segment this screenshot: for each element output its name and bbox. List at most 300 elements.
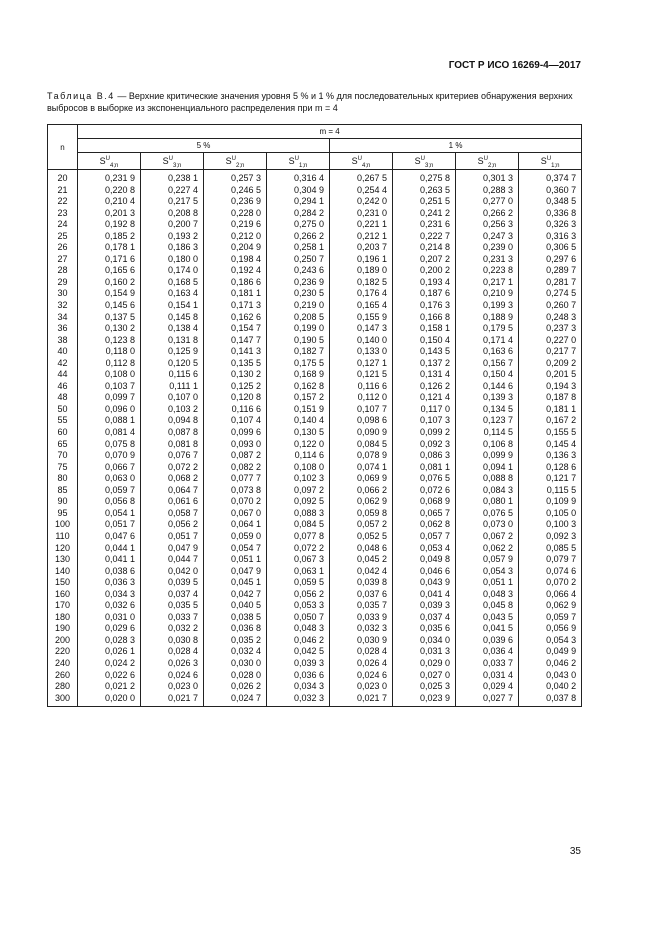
value-cell: 0,238 1: [141, 170, 204, 185]
table-row: [48, 496, 582, 508]
table-body: [48, 170, 582, 707]
value-cell: 0,064 7: [141, 485, 204, 497]
value-cell: 0,077 7: [204, 473, 267, 485]
column-symbol-header: [141, 153, 204, 170]
n-cell: 130: [48, 554, 78, 566]
value-cell: 0,223 8: [456, 265, 519, 277]
symbol-subscript: 3;n: [173, 162, 182, 169]
table-row: [48, 566, 582, 578]
n-cell: 75: [48, 462, 78, 474]
n-cell: 40: [48, 346, 78, 358]
value-cell: 0,051 1: [204, 554, 267, 566]
value-cell: 0,040 2: [519, 681, 582, 693]
table-row: [48, 508, 582, 520]
value-cell: 0,021 2: [78, 681, 141, 693]
value-cell: 0,304 9: [267, 185, 330, 197]
symbol-superscript: U: [546, 156, 552, 162]
value-cell: 0,035 6: [393, 623, 456, 635]
value-cell: 0,150 4: [393, 335, 456, 347]
value-cell: 0,187 8: [519, 392, 582, 404]
value-cell: 0,227 4: [141, 185, 204, 197]
value-cell: 0,063 0: [78, 473, 141, 485]
value-cell: 0,336 8: [519, 208, 582, 220]
value-cell: 0,194 3: [519, 381, 582, 393]
value-cell: 0,116 6: [330, 381, 393, 393]
value-cell: 0,139 3: [456, 392, 519, 404]
value-cell: 0,219 6: [204, 219, 267, 231]
value-cell: 0,052 5: [330, 531, 393, 543]
value-cell: 0,151 9: [267, 404, 330, 416]
value-cell: 0,187 6: [393, 288, 456, 300]
table-row: [48, 300, 582, 312]
value-cell: 0,067 0: [204, 508, 267, 520]
value-cell: 0,237 3: [519, 323, 582, 335]
value-cell: 0,067 2: [456, 531, 519, 543]
value-cell: 0,168 9: [267, 369, 330, 381]
m-header: m = 4: [78, 125, 582, 139]
value-cell: 0,024 2: [78, 658, 141, 670]
n-cell: 23: [48, 208, 78, 220]
table-row: [48, 358, 582, 370]
value-cell: 0,027 7: [456, 693, 519, 707]
value-cell: 0,143 5: [393, 346, 456, 358]
value-cell: 0,217 7: [519, 346, 582, 358]
symbol-superscript: U: [105, 156, 110, 162]
value-cell: 0,043 0: [519, 670, 582, 682]
value-cell: 0,087 2: [204, 450, 267, 462]
value-cell: 0,068 9: [393, 496, 456, 508]
n-cell: 80: [48, 473, 78, 485]
n-cell: 240: [48, 658, 78, 670]
column-symbol-header: [330, 153, 393, 170]
value-cell: 0,114 5: [456, 427, 519, 439]
value-cell: 0,074 1: [330, 462, 393, 474]
symbol-superscript: U: [357, 156, 362, 162]
value-cell: 0,099 2: [393, 427, 456, 439]
value-cell: 0,137 5: [78, 312, 141, 324]
value-cell: 0,029 0: [393, 658, 456, 670]
symbol-subscript: 4;n: [110, 162, 119, 169]
value-cell: 0,115 5: [519, 485, 582, 497]
n-cell: 120: [48, 543, 78, 555]
value-cell: 0,081 1: [393, 462, 456, 474]
value-cell: 0,046 6: [393, 566, 456, 578]
value-cell: 0,035 2: [204, 635, 267, 647]
table-row: [48, 635, 582, 647]
table-row: [48, 265, 582, 277]
value-cell: 0,066 4: [519, 589, 582, 601]
n-cell: 60: [48, 427, 78, 439]
value-cell: 0,281 7: [519, 277, 582, 289]
value-cell: 0,036 6: [267, 670, 330, 682]
value-cell: 0,059 7: [78, 485, 141, 497]
value-cell: 0,210 9: [456, 288, 519, 300]
table-row: [48, 288, 582, 300]
n-cell: 90: [48, 496, 78, 508]
table-row: [48, 196, 582, 208]
table-row: [48, 658, 582, 670]
value-cell: 0,231 6: [393, 219, 456, 231]
value-cell: 0,294 1: [267, 196, 330, 208]
value-cell: 0,046 2: [519, 658, 582, 670]
symbol-subscript: 3;n: [425, 162, 434, 169]
value-cell: 0,136 3: [519, 450, 582, 462]
value-cell: 0,074 6: [519, 566, 582, 578]
value-cell: 0,031 4: [456, 670, 519, 682]
value-cell: 0,147 7: [204, 335, 267, 347]
value-cell: 0,178 1: [78, 242, 141, 254]
value-cell: 0,045 1: [204, 577, 267, 589]
table-row: [48, 681, 582, 693]
table-row: [48, 439, 582, 451]
value-cell: 0,027 0: [393, 670, 456, 682]
n-cell: 36: [48, 323, 78, 335]
value-cell: 0,032 4: [204, 646, 267, 658]
symbol-superscript: U: [420, 156, 425, 162]
value-cell: 0,081 4: [78, 427, 141, 439]
value-cell: 0,121 5: [330, 369, 393, 381]
value-cell: 0,128 6: [519, 462, 582, 474]
value-cell: 0,175 5: [267, 358, 330, 370]
value-cell: 0,162 6: [204, 312, 267, 324]
value-cell: 0,084 5: [330, 439, 393, 451]
value-cell: 0,094 8: [141, 415, 204, 427]
symbol-base: S: [414, 156, 421, 166]
value-cell: 0,044 7: [141, 554, 204, 566]
table-row: [48, 543, 582, 555]
n-cell: 32: [48, 300, 78, 312]
value-cell: 0,275 8: [393, 170, 456, 185]
symbol-subscript: 1;n: [551, 162, 560, 169]
value-cell: 0,125 9: [141, 346, 204, 358]
value-cell: 0,069 9: [330, 473, 393, 485]
value-cell: 0,250 7: [267, 254, 330, 266]
value-cell: 0,121 7: [519, 473, 582, 485]
n-cell: 65: [48, 439, 78, 451]
value-cell: 0,208 5: [267, 312, 330, 324]
value-cell: 0,220 8: [78, 185, 141, 197]
value-cell: 0,121 4: [393, 392, 456, 404]
table-row: [48, 208, 582, 220]
value-cell: 0,130 5: [267, 427, 330, 439]
value-cell: 0,138 4: [141, 323, 204, 335]
value-cell: 0,090 9: [330, 427, 393, 439]
value-cell: 0,157 2: [267, 392, 330, 404]
value-cell: 0,162 8: [267, 381, 330, 393]
value-cell: 0,059 0: [204, 531, 267, 543]
value-cell: 0,188 9: [456, 312, 519, 324]
value-cell: 0,251 5: [393, 196, 456, 208]
value-cell: 0,038 5: [204, 612, 267, 624]
value-cell: 0,123 7: [456, 415, 519, 427]
table-row: [48, 312, 582, 324]
value-cell: 0,131 4: [393, 369, 456, 381]
value-cell: 0,043 5: [456, 612, 519, 624]
value-cell: 0,036 4: [456, 646, 519, 658]
value-cell: 0,042 0: [141, 566, 204, 578]
value-cell: 0,024 6: [141, 670, 204, 682]
table-row: [48, 462, 582, 474]
value-cell: 0,043 9: [393, 577, 456, 589]
table-row: [48, 612, 582, 624]
symbol-subscript: 2;n: [236, 162, 245, 169]
table-row: [48, 577, 582, 589]
standard-header: ГОСТ Р ИСО 16269-4—2017: [448, 60, 581, 71]
value-cell: 0,066 7: [78, 462, 141, 474]
value-cell: 0,088 3: [267, 508, 330, 520]
n-cell: 29: [48, 277, 78, 289]
value-cell: 0,076 5: [393, 473, 456, 485]
table-row: [48, 646, 582, 658]
symbol-base: S: [99, 156, 106, 166]
value-cell: 0,038 6: [78, 566, 141, 578]
value-cell: 0,067 3: [267, 554, 330, 566]
n-cell: 140: [48, 566, 78, 578]
value-cell: 0,212 1: [330, 231, 393, 243]
value-cell: 0,180 0: [141, 254, 204, 266]
value-cell: 0,047 9: [141, 543, 204, 555]
n-cell: 30: [48, 288, 78, 300]
value-cell: 0,107 4: [204, 415, 267, 427]
value-cell: 0,053 3: [267, 600, 330, 612]
value-cell: 0,062 9: [519, 600, 582, 612]
value-cell: 0,100 3: [519, 519, 582, 531]
value-cell: 0,086 3: [393, 450, 456, 462]
symbol-base: S: [288, 156, 295, 166]
value-cell: 0,030 8: [141, 635, 204, 647]
n-cell: 46: [48, 381, 78, 393]
value-cell: 0,037 8: [519, 693, 582, 707]
n-cell: 42: [48, 358, 78, 370]
value-cell: 0,078 9: [330, 450, 393, 462]
table-row: [48, 381, 582, 393]
value-cell: 0,099 9: [456, 450, 519, 462]
value-cell: 0,022 6: [78, 670, 141, 682]
value-cell: 0,163 4: [141, 288, 204, 300]
value-cell: 0,274 5: [519, 288, 582, 300]
value-cell: 0,031 3: [393, 646, 456, 658]
value-cell: 0,103 2: [141, 404, 204, 416]
value-cell: 0,087 8: [141, 427, 204, 439]
value-cell: 0,021 7: [141, 693, 204, 707]
n-column-header: n: [48, 125, 78, 170]
value-cell: 0,058 7: [141, 508, 204, 520]
value-cell: 0,088 1: [78, 415, 141, 427]
value-cell: 0,163 6: [456, 346, 519, 358]
n-cell: 85: [48, 485, 78, 497]
value-cell: 0,045 8: [456, 600, 519, 612]
page-number: 35: [569, 846, 581, 857]
value-cell: 0,039 3: [267, 658, 330, 670]
table-row: [48, 254, 582, 266]
value-cell: 0,154 7: [204, 323, 267, 335]
value-cell: 0,140 0: [330, 335, 393, 347]
value-cell: 0,042 7: [204, 589, 267, 601]
value-cell: 0,098 6: [330, 415, 393, 427]
value-cell: 0,131 8: [141, 335, 204, 347]
value-cell: 0,075 8: [78, 439, 141, 451]
value-cell: 0,116 6: [204, 404, 267, 416]
n-cell: 20: [48, 170, 78, 185]
value-cell: 0,099 7: [78, 392, 141, 404]
value-cell: 0,035 5: [141, 600, 204, 612]
value-cell: 0,028 0: [204, 670, 267, 682]
value-cell: 0,039 8: [330, 577, 393, 589]
value-cell: 0,029 6: [78, 623, 141, 635]
value-cell: 0,030 0: [204, 658, 267, 670]
value-cell: 0,145 8: [141, 312, 204, 324]
value-cell: 0,246 5: [204, 185, 267, 197]
n-cell: 48: [48, 392, 78, 404]
n-cell: 160: [48, 589, 78, 601]
n-cell: 27: [48, 254, 78, 266]
n-cell: 280: [48, 681, 78, 693]
value-cell: 0,168 5: [141, 277, 204, 289]
value-cell: 0,181 1: [519, 404, 582, 416]
value-cell: 0,176 3: [393, 300, 456, 312]
level-1-header: 1 %: [330, 139, 582, 153]
value-cell: 0,193 2: [141, 231, 204, 243]
value-cell: 0,120 5: [141, 358, 204, 370]
value-cell: 0,036 3: [78, 577, 141, 589]
value-cell: 0,037 4: [141, 589, 204, 601]
value-cell: 0,155 5: [519, 427, 582, 439]
value-cell: 0,062 9: [330, 496, 393, 508]
n-cell: 170: [48, 600, 78, 612]
n-cell: 70: [48, 450, 78, 462]
value-cell: 0,126 2: [393, 381, 456, 393]
value-cell: 0,041 4: [393, 589, 456, 601]
value-cell: 0,228 0: [204, 208, 267, 220]
value-cell: 0,199 0: [267, 323, 330, 335]
value-cell: 0,248 3: [519, 312, 582, 324]
value-cell: 0,222 7: [393, 231, 456, 243]
value-cell: 0,073 8: [204, 485, 267, 497]
value-cell: 0,145 6: [78, 300, 141, 312]
value-cell: 0,049 8: [393, 554, 456, 566]
value-cell: 0,029 4: [456, 681, 519, 693]
table-row: [48, 170, 582, 185]
value-cell: 0,247 3: [456, 231, 519, 243]
value-cell: 0,070 9: [78, 450, 141, 462]
value-cell: 0,122 0: [267, 439, 330, 451]
value-cell: 0,039 6: [456, 635, 519, 647]
value-cell: 0,186 3: [141, 242, 204, 254]
n-cell: 22: [48, 196, 78, 208]
column-symbol-header: [78, 153, 141, 170]
value-cell: 0,193 4: [393, 277, 456, 289]
value-cell: 0,056 9: [519, 623, 582, 635]
value-cell: 0,210 4: [78, 196, 141, 208]
value-cell: 0,056 8: [78, 496, 141, 508]
value-cell: 0,145 4: [519, 439, 582, 451]
value-cell: 0,023 0: [141, 681, 204, 693]
value-cell: 0,207 2: [393, 254, 456, 266]
value-cell: 0,154 1: [141, 300, 204, 312]
value-cell: 0,039 3: [393, 600, 456, 612]
value-cell: 0,137 2: [393, 358, 456, 370]
value-cell: 0,107 0: [141, 392, 204, 404]
value-cell: 0,044 1: [78, 543, 141, 555]
value-cell: 0,092 5: [267, 496, 330, 508]
table-row: [48, 415, 582, 427]
value-cell: 0,186 6: [204, 277, 267, 289]
value-cell: 0,102 3: [267, 473, 330, 485]
table-row: [48, 600, 582, 612]
n-cell: 220: [48, 646, 78, 658]
value-cell: 0,209 2: [519, 358, 582, 370]
value-cell: 0,033 7: [456, 658, 519, 670]
value-cell: 0,125 2: [204, 381, 267, 393]
value-cell: 0,348 5: [519, 196, 582, 208]
value-cell: 0,201 5: [519, 369, 582, 381]
value-cell: 0,109 9: [519, 496, 582, 508]
critical-values-table-container: [47, 124, 581, 707]
table-row: [48, 427, 582, 439]
table-row: [48, 531, 582, 543]
table-row: [48, 392, 582, 404]
value-cell: 0,068 2: [141, 473, 204, 485]
value-cell: 0,056 2: [141, 519, 204, 531]
value-cell: 0,051 1: [456, 577, 519, 589]
value-cell: 0,037 4: [393, 612, 456, 624]
value-cell: 0,048 3: [267, 623, 330, 635]
value-cell: 0,032 3: [330, 623, 393, 635]
column-symbol-row: [48, 153, 582, 170]
value-cell: 0,053 4: [393, 543, 456, 555]
value-cell: 0,241 2: [393, 208, 456, 220]
value-cell: 0,181 1: [204, 288, 267, 300]
n-cell: 100: [48, 519, 78, 531]
symbol-base: S: [477, 156, 484, 166]
n-cell: 300: [48, 693, 78, 707]
value-cell: 0,231 3: [456, 254, 519, 266]
value-cell: 0,288 3: [456, 185, 519, 197]
value-cell: 0,057 2: [330, 519, 393, 531]
value-cell: 0,057 7: [393, 531, 456, 543]
value-cell: 0,032 6: [78, 600, 141, 612]
value-cell: 0,219 0: [267, 300, 330, 312]
value-cell: 0,133 0: [330, 346, 393, 358]
value-cell: 0,026 2: [204, 681, 267, 693]
value-cell: 0,034 0: [393, 635, 456, 647]
table-row: [48, 335, 582, 347]
value-cell: 0,063 1: [267, 566, 330, 578]
value-cell: 0,140 4: [267, 415, 330, 427]
value-cell: 0,084 5: [267, 519, 330, 531]
table-row: [48, 277, 582, 289]
n-cell: 28: [48, 265, 78, 277]
table-row: [48, 485, 582, 497]
value-cell: 0,147 3: [330, 323, 393, 335]
value-cell: 0,039 5: [141, 577, 204, 589]
value-cell: 0,284 2: [267, 208, 330, 220]
value-cell: 0,117 0: [393, 404, 456, 416]
symbol-base: S: [351, 156, 358, 166]
value-cell: 0,189 0: [330, 265, 393, 277]
value-cell: 0,155 9: [330, 312, 393, 324]
value-cell: 0,024 6: [330, 670, 393, 682]
value-cell: 0,031 0: [78, 612, 141, 624]
value-cell: 0,026 4: [330, 658, 393, 670]
value-cell: 0,192 4: [204, 265, 267, 277]
value-cell: 0,077 8: [267, 531, 330, 543]
symbol-subscript: 1;n: [299, 162, 308, 169]
symbol-subscript: 4;n: [362, 162, 371, 169]
value-cell: 0,196 1: [330, 254, 393, 266]
n-cell: 25: [48, 231, 78, 243]
value-cell: 0,059 7: [519, 612, 582, 624]
